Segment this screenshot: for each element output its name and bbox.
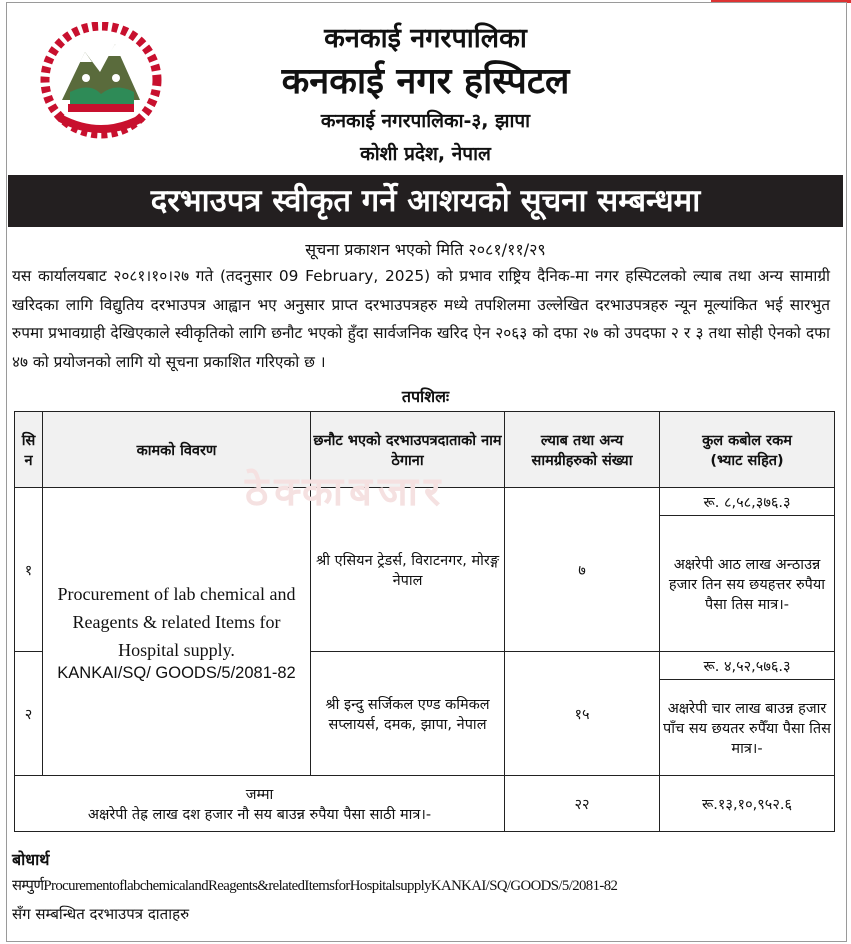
notice-body: यस कार्यालयबाट २०८१।१०।२७ गते (तदनुसार 09 February, 2025) को प्रभाव राष्ट्रिय दैनिक-मा नगर हस्पिटलको ल्याब तथा अन्य सामाग्री खरिदका लागि विद्युतिय दरभाउपत्र आह्वान भए अनुसार प्राप्त दरभाउपत्रहरु मध्ये तपशिलमा उल्लेखित दरभाउपत्रहरु न्यून मूल्यांकित भई सारभुत रुपमा प्रभावग्राही देखिएकाले स्वीकृतिको लागि छनौट भएको हुँदा सार्वजनिक खरिद ऐन २०६३ को दफा २७ को उपदफा २ र ३ तथा सोही ऐनको दफा ४७ को प्रयोजनको लागि यो सूचना प्रकाशित गरिएको छ । [12,267,830,371]
total-amount: रू.१३,१०,९५२.६ [660,776,835,832]
row1-description: Procurement of lab chemical and Reagents & related Items for Hospital supply. KANKAI/SQ/ GOODS/5/2081-82 [43,488,311,776]
row2-amount: रू. ४,५२,५७६.३ [660,652,835,680]
row2-sn: २ [15,652,43,776]
table-header-row [15,412,835,488]
total-count: २२ [505,776,660,832]
row1-amount-words: अक्षरेपी आठ लाख अन्ठाउन्न हजार तिन सय छयहत्तर रुपैया पैसा तिस मात्र।- [660,516,835,652]
notice-title-banner: दरभाउपत्र स्वीकृत गर्ने आशयको सूचना सम्बन्धमा [8,175,843,227]
total-label-cell: जम्मा अक्षरेपी तेह्र लाख दश हजार नौ सय बाउन्न रुपैया पैसा साठी मात्र।- [15,776,505,832]
bid-table [14,411,835,832]
note-title: बोधार्थ [12,850,50,869]
note-line-2: सँग सम्बन्धित दरभाउपत्र दाताहरु [12,905,190,923]
row1-bidder: श्री एसियन ट्रेडर्स, विराटनगर, मोरङ्ग नेपाल [311,488,505,652]
table-label: तपशिलः [401,387,450,406]
address-line: कनकाई नगरपालिका-३, झापा [320,110,531,132]
publish-date: सूचना प्रकाशन भएको मिति २०८१/११/२९ [305,240,546,259]
col-bidder: छनौट भएको दरभाउपत्रदाताको नाम ठेगाना [311,412,505,488]
row1-count: ७ [505,488,660,652]
total-row [15,776,835,832]
col-lab-count: ल्याब तथा अन्य सामग्रीहरुको संख्या [505,412,660,488]
col-sn: सि न [15,412,43,488]
table-row [15,488,835,516]
row2-count: १५ [505,652,660,776]
hospital-name: कनकाई नगर हस्पिटल [281,61,570,102]
province-line: कोशी प्रदेश, नेपाल [360,143,491,165]
watermark: ठेक्काबजार [245,469,447,515]
row2-bidder: श्री इन्दु सर्जिकल एण्ड कमिकल सप्लायर्स, दमक, झापा, नेपाल [311,652,505,776]
municipality-name: कनकाई नगरपालिका [324,23,527,54]
row2-amount-words: अक्षरेपी चार लाख बाउन्न हजार पाँच सय छयतर रुपैँया पैसा तिस मात्र।- [660,680,835,776]
col-total-amount: कुल कबोल रकम (भ्याट सहित) [660,412,835,488]
note-line-1: सम्पुर्णProcurementoflabchemicalandReagents&relatedItemsforHospitalsupplyKANKAI/SQ/GOODS/5/2081-82 [12,878,618,894]
col-description: कामको विवरण [43,412,311,488]
row1-sn: १ [15,488,43,652]
row1-amount: रू. ८,५८,३७६.३ [660,488,835,516]
